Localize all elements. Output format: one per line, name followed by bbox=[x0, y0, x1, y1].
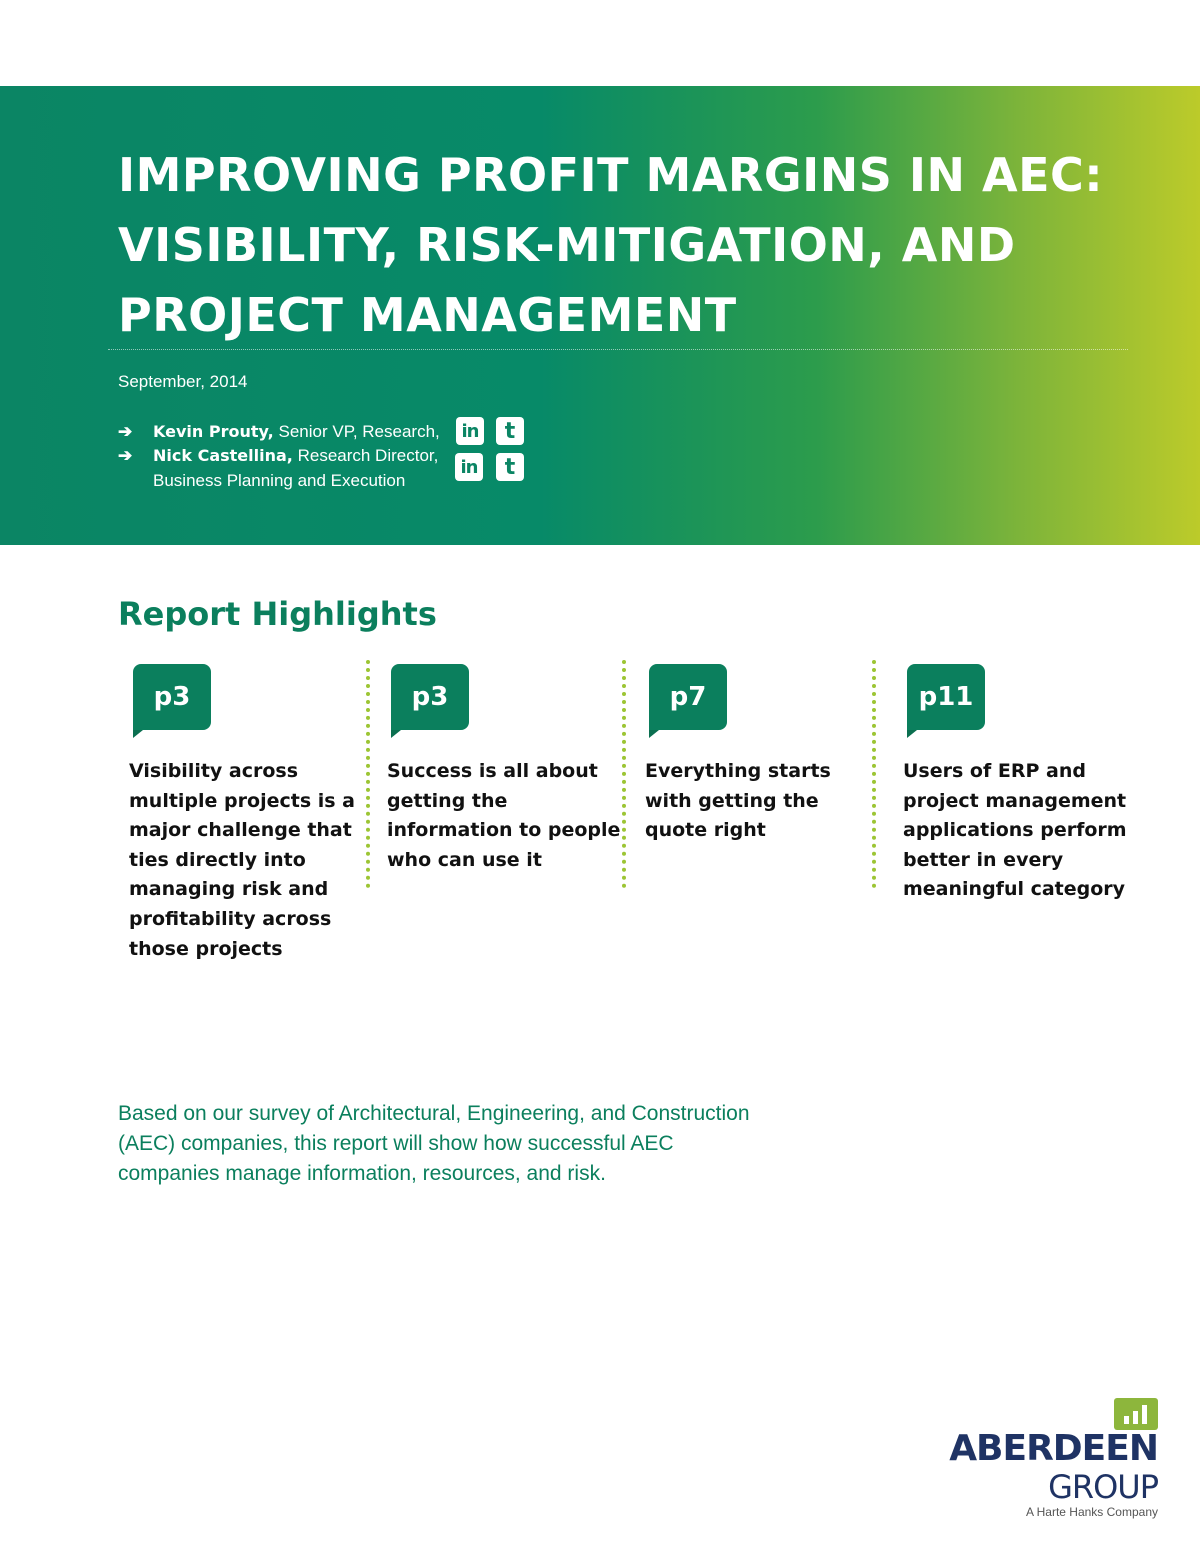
page-badge[interactable]: p11 bbox=[907, 664, 985, 730]
author-name: Nick Castellina, bbox=[153, 446, 293, 465]
title-divider bbox=[108, 349, 1128, 350]
twitter-icon[interactable]: t bbox=[496, 453, 524, 481]
author-role: Research Director, bbox=[292, 446, 439, 465]
page-badge[interactable]: p7 bbox=[649, 664, 727, 730]
highlight-item bbox=[387, 664, 621, 875]
twitter-icon[interactable]: t bbox=[496, 417, 524, 445]
author-role: Senior VP, Research, bbox=[273, 422, 440, 441]
column-divider bbox=[622, 660, 626, 888]
company-tagline: A Harte Hanks Company bbox=[1025, 1505, 1158, 1519]
highlight-text: Visibility across multiple projects is a major challenge that ties directly into managing risk and profitability across those projects bbox=[129, 760, 355, 960]
author-name: Kevin Prouty, bbox=[153, 422, 274, 441]
report-title bbox=[118, 140, 1118, 350]
highlight-text: Everything starts with getting the quote right bbox=[645, 760, 831, 842]
intro-paragraph: Based on our survey of Architectural, Engineering, and Construction (AEC) companies, this report will show how successful AEC companies manage information, resources, and risk. bbox=[118, 1102, 750, 1185]
highlight-item bbox=[129, 664, 363, 964]
author-kevin-prouty bbox=[118, 419, 440, 444]
bar-chart-icon bbox=[1114, 1398, 1158, 1430]
highlight-text: Success is all about getting the information to people who can use it bbox=[387, 760, 621, 871]
highlight-item bbox=[903, 664, 1147, 905]
highlight-item bbox=[645, 664, 864, 846]
arrow-icon: ➔ bbox=[118, 446, 133, 465]
title-line: VISIBILITY, RISK-MITIGATION, AND bbox=[118, 218, 1016, 272]
title-line: IMPROVING PROFIT MARGINS IN AEC: bbox=[118, 148, 1104, 202]
company-logo-name: ABERDEEN bbox=[949, 1428, 1158, 1469]
title-line: PROJECT MANAGEMENT bbox=[118, 288, 737, 342]
linkedin-icon[interactable]: in bbox=[455, 453, 483, 481]
column-divider bbox=[872, 660, 876, 888]
report-date: September, 2014 bbox=[118, 372, 248, 391]
highlights-heading: Report Highlights bbox=[118, 595, 437, 633]
column-divider bbox=[366, 660, 370, 888]
author-nick-castellina bbox=[118, 443, 438, 468]
page-badge[interactable]: p3 bbox=[391, 664, 469, 730]
author-role-continued: Business Planning and Execution bbox=[153, 471, 406, 490]
page-badge[interactable]: p3 bbox=[133, 664, 211, 730]
company-logo-sub: GROUP bbox=[1048, 1468, 1158, 1506]
highlight-text: Users of ERP and project management applications perform better in every meaningful category bbox=[903, 760, 1127, 901]
linkedin-icon[interactable]: in bbox=[456, 417, 484, 445]
arrow-icon: ➔ bbox=[118, 422, 133, 441]
